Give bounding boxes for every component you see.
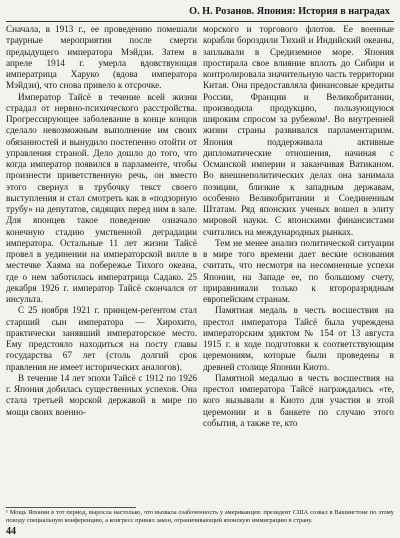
paragraph: Император Тайсё в течение всей жизни страдал от нервно-психического расстройства. Прогрессирующее заболевание в конце концов сделало невозможным выполнение им своих обязанностей и вынудило постепенно отойти от управления страной. Дело дошло до того, что когда император появился в парламенте, чтобы произнести приветственную речь, он вместо этого свернул в трубочку текст своего выступления и стал смотреть как в «подзорную трубу» на депутатов, сидящих перед ним в зале. Для японцев такое поведение означало конечную стадию умственной деградации императора. Остальные 11 лет жизни Тайсё провел в уединении на императорской вилле в местечке Хаяма на побережье Тихого океана, где о нем заботилась императрица Садако. 25 декабря 1926 г. император Тайсё скончался от инсульта. [6,91,197,304]
paragraph: Тем не менее анализ политической ситуации в мире того времени дает веские основания считать, что несмотря на несомненные успехи Японии, на Западе ее, по большому счету, приравнивали только к второразрядным европейским странам. [203,237,394,304]
running-header: О. Н. Розанов. Япония: История в наградах [6,3,394,22]
footnote-divider [6,507,136,508]
page-number: 44 [6,526,16,537]
paragraph: Сначала, в 1913 г., ее проведению помешали траурные мероприятия после смерти предыдущего императора Мэйдзи. Затем в апреле 1914 г. умерла вдовствующая императрица Харуко (вдова императора Мэйдзи), что снова привело к отсрочке. [6,24,197,91]
left-column [6,24,197,505]
paragraph: Памятная медаль в честь восшествия на престол императора Тайсё была учреждена императорским эдиктом № 154 от 13 августа 1915 г. в ходе подготовки к соответствующим церемониям, которые были проведены в древней столице Японии Киото. [203,305,394,372]
footnote: ¹ Мощь Японии в тот период, выросла настолько, что вызвала озабоченность у американцев: президент США созвал в Вашингтоне по этому поводу специальную конференцию, а конгресс принял закон, ограничивающий японскую иммиграцию в страну. [6,509,394,524]
body-columns [6,24,394,505]
paragraph: морского и торгового флотов. Ее военные корабли бороздили Тихий и Индийский океаны, заплывали в Средиземное море. Япония простирала свое влияние вплоть до Сибири и контролировала значительную часть территории Китая. Она предоставляла финансовые кредиты России, Франции и Великобритании, производила продукцию, пользующуюся широким спросом за рубежом¹. Во внутренней жизни страны развивался парламентаризм. Япония поддерживала активные дипломатические отношения, начиная с Османской империи и заканчивая Ватиканом. Во внешнеполитических делах она занимала позиции, близкие к западным державам, особенно Великобритании и Соединенным Штатам. Ряд японских ученых вошел в элиту мировой науки. С японскими финансистами считались на международных рынках. [203,24,394,237]
paragraph: В течение 14 лет эпохи Тайсё с 1912 по 1926 г. Япония добилась существенных успехов. Она стала третьей морской державой в мире по мощи своих военно- [6,372,197,417]
paragraph: С 25 ноября 1921 г. принцем-регентом стал старший сын императора — Хирохито, практически занявший императорское место. Ему предстояло находиться на посту главы государства 67 лет (столь долгий срок правления не имеет исторических аналогов). [6,305,197,372]
right-column [203,24,394,505]
paragraph: Памятной медалью в честь восшествия на престол императора Тайсё награждались «те, кого вызывали в Киото для участия в этой церемонии и в банкете по случаю этого события, а также те, кто [203,372,394,428]
